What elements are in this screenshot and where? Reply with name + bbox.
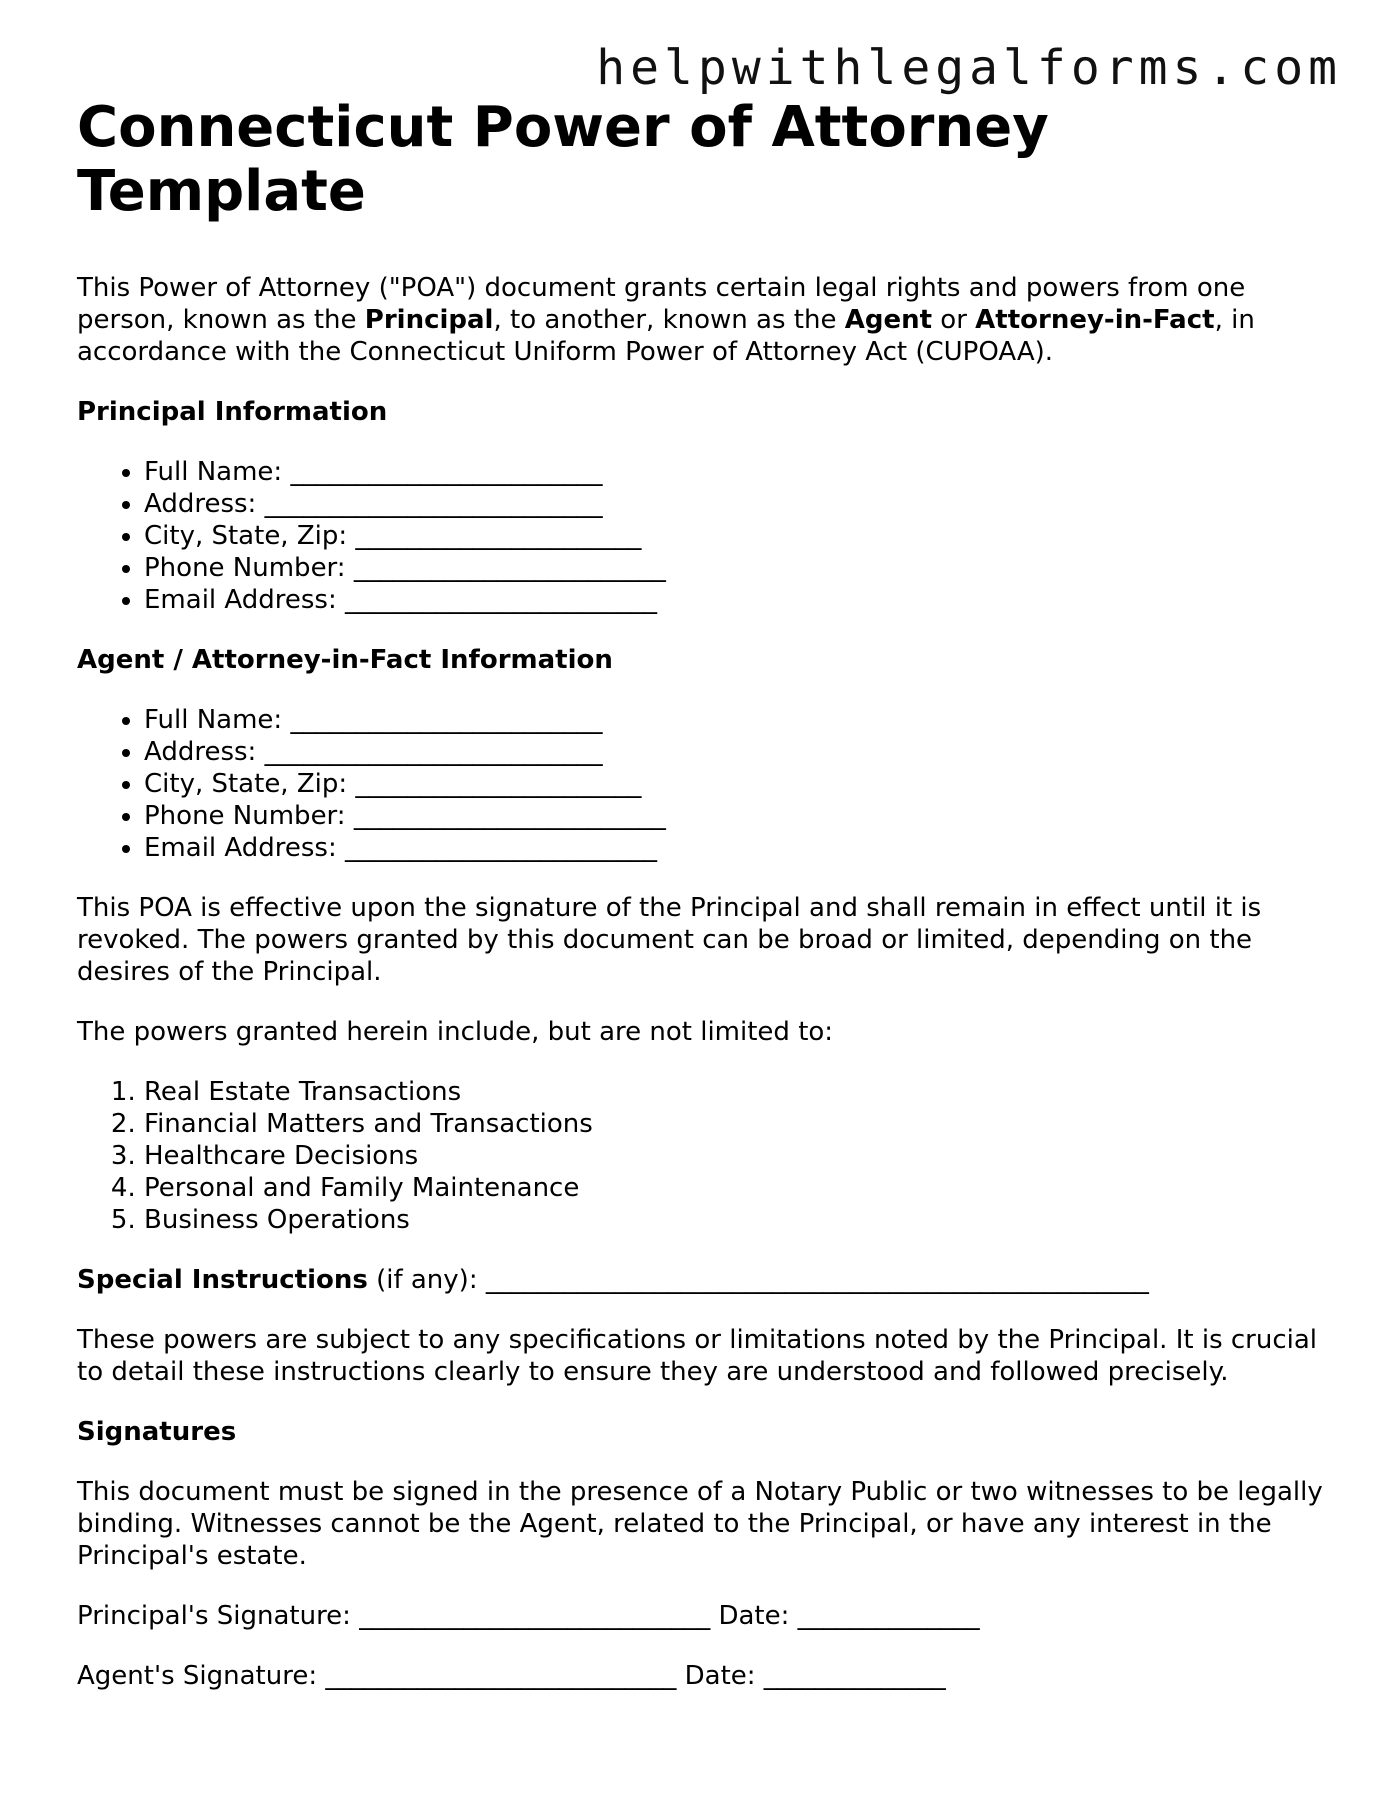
principal-phone-field[interactable]: • Phone Number: ________________________ xyxy=(144,552,1327,584)
intro-text-3: or xyxy=(932,305,976,335)
principal-email-field[interactable]: • Email Address: ________________________ xyxy=(144,584,1327,616)
document-page xyxy=(77,96,1327,1692)
powers-intro: The powers granted herein include, but are not limited to: xyxy=(77,1017,834,1047)
power-item: 4. Personal and Family Maintenance xyxy=(144,1172,1327,1204)
intro-attorney-term: Attorney-in-Fact xyxy=(975,305,1215,335)
principal-address-field[interactable]: • Address: __________________________ xyxy=(144,488,1327,520)
special-instructions-blank[interactable]: (if any): ___________________________________________________ xyxy=(367,1265,1149,1295)
principal-info-list xyxy=(77,456,1327,616)
special-instructions-field[interactable] xyxy=(77,1264,1327,1296)
intro-agent-term: Agent xyxy=(844,305,933,335)
effective-paragraph: This POA is effective upon the signature of the Principal and shall remain in effect until it is revoked. The powers granted by this document can be broad or limited, depending on the desires of the Principal. xyxy=(77,893,1262,987)
agent-email-field[interactable]: • Email Address: ________________________ xyxy=(144,832,1327,864)
agent-phone-field[interactable]: • Phone Number: ________________________ xyxy=(144,800,1327,832)
site-watermark: helpwithlegalforms.com xyxy=(596,40,1342,96)
principal-city-state-zip-field[interactable]: • City, State, Zip: ______________________ xyxy=(144,520,1327,552)
agent-info-list xyxy=(77,704,1327,864)
power-item: 2. Financial Matters and Transactions xyxy=(144,1108,1327,1140)
agent-full-name-field[interactable]: • Full Name: ________________________ xyxy=(144,704,1327,736)
intro-text-1: This Power of Attorney ("POA") document grants certain legal rights and powers from one person, known as the xyxy=(77,273,1246,335)
signatures-paragraph: This document must be signed in the presence of a Notary Public or two witnesses to be legally binding. Witnesses cannot be the Agent, related to the Principal, or have any interest in the Principal's estate. xyxy=(77,1477,1323,1571)
intro-text-2: , to another, known as the xyxy=(493,305,845,335)
agent-city-state-zip-field[interactable]: • City, State, Zip: ______________________ xyxy=(144,768,1327,800)
power-item: 5. Business Operations xyxy=(144,1204,1327,1236)
document-title: Connecticut Power of Attorney Template xyxy=(77,95,1049,224)
principal-info-heading: Principal Information xyxy=(77,397,388,427)
principal-signature-line[interactable]: Principal's Signature: ___________________________ Date: ______________ xyxy=(77,1601,980,1631)
instructions-paragraph: These powers are subject to any specifications or limitations noted by the Principal. It is crucial to detail these instructions clearly to ensure they are understood and followed precisely. xyxy=(77,1325,1318,1387)
intro-principal-term: Principal xyxy=(364,305,494,335)
power-item: 1. Real Estate Transactions xyxy=(144,1076,1327,1108)
principal-full-name-field[interactable]: • Full Name: ________________________ xyxy=(144,456,1327,488)
special-instructions-label: Special Instructions xyxy=(77,1265,368,1295)
powers-list xyxy=(77,1076,1327,1236)
agent-signature-line[interactable]: Agent's Signature: ___________________________ Date: ______________ xyxy=(77,1661,946,1691)
agent-address-field[interactable]: • Address: __________________________ xyxy=(144,736,1327,768)
intro-paragraph xyxy=(77,272,1327,368)
signatures-heading: Signatures xyxy=(77,1417,237,1447)
power-item: 3. Healthcare Decisions xyxy=(144,1140,1327,1172)
intro-text-4: , in accordance with the Connecticut Uniform Power of Attorney Act (CUPOAA). xyxy=(77,305,1255,367)
agent-info-heading: Agent / Attorney-in-Fact Information xyxy=(77,645,613,675)
